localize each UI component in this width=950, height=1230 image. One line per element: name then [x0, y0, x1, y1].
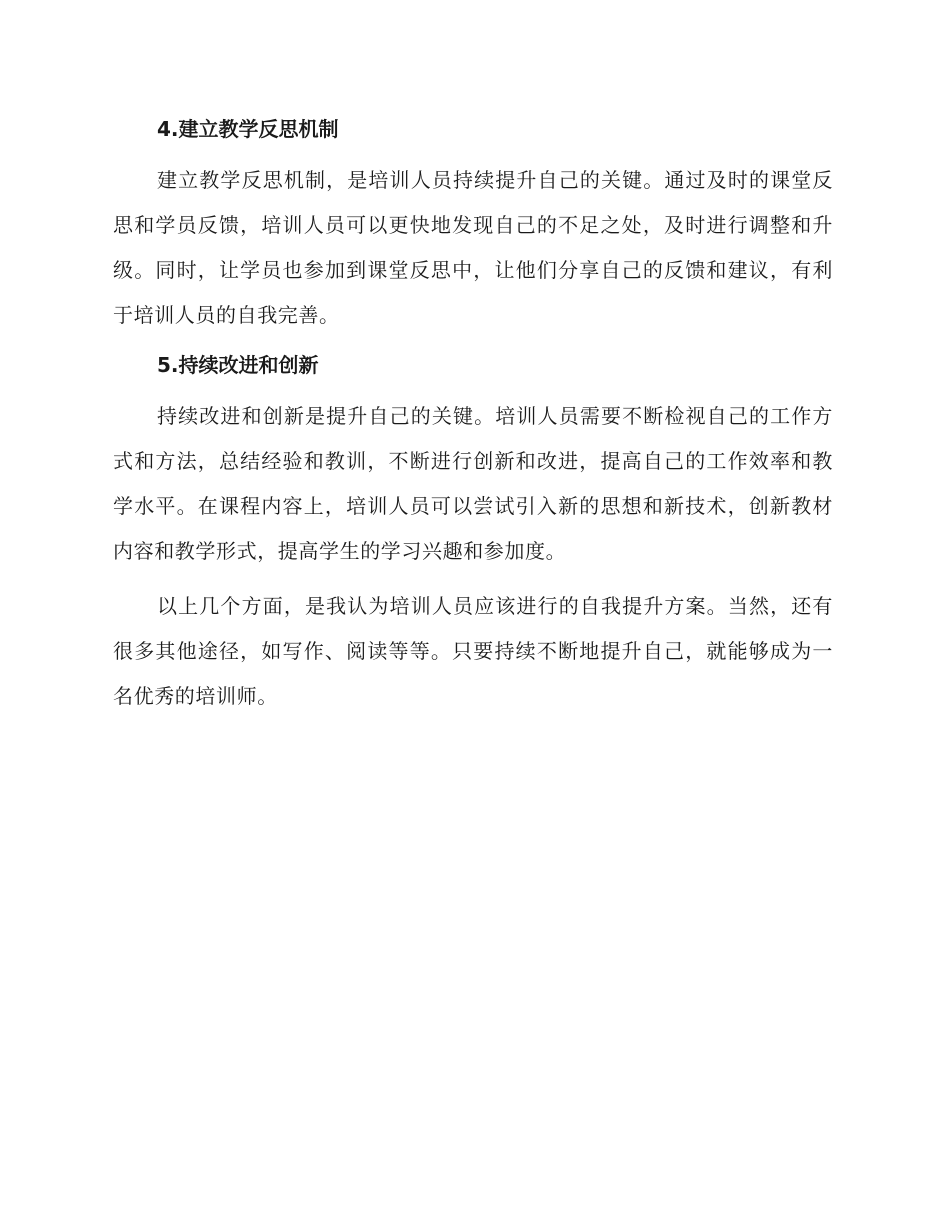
- conclusion-paragraph: 以上几个方面，是我认为培训人员应该进行的自我提升方案。当然，还有很多其他途径，如写作、阅读等等。只要持续不断地提升自己，就能够成为一名优秀的培训师。: [113, 594, 833, 708]
- section-heading-innovation: 5.持续改进和创新: [157, 353, 319, 377]
- section-heading-reflection: 4.建立教学反思机制: [157, 117, 339, 141]
- section-paragraph-reflection: 建立教学反思机制，是培训人员持续提升自己的关键。通过及时的课堂反思和学员反馈，培训人员可以更快地发现自己的不足之处，及时进行调整和升级。同时，让学员也参加到课堂反思中，让他们分享自己的反馈和建议，有利于培训人员的自我完善。: [113, 168, 833, 327]
- document-page: [113, 112, 833, 729]
- section-paragraph-innovation: 持续改进和创新是提升自己的关键。培训人员需要不断检视自己的工作方式和方法，总结经验和教训，不断进行创新和改进，提高自己的工作效率和教学水平。在课程内容上，培训人员可以尝试引入新的思想和新技术，创新教材内容和教学形式，提高学生的学习兴趣和参加度。: [113, 404, 833, 563]
